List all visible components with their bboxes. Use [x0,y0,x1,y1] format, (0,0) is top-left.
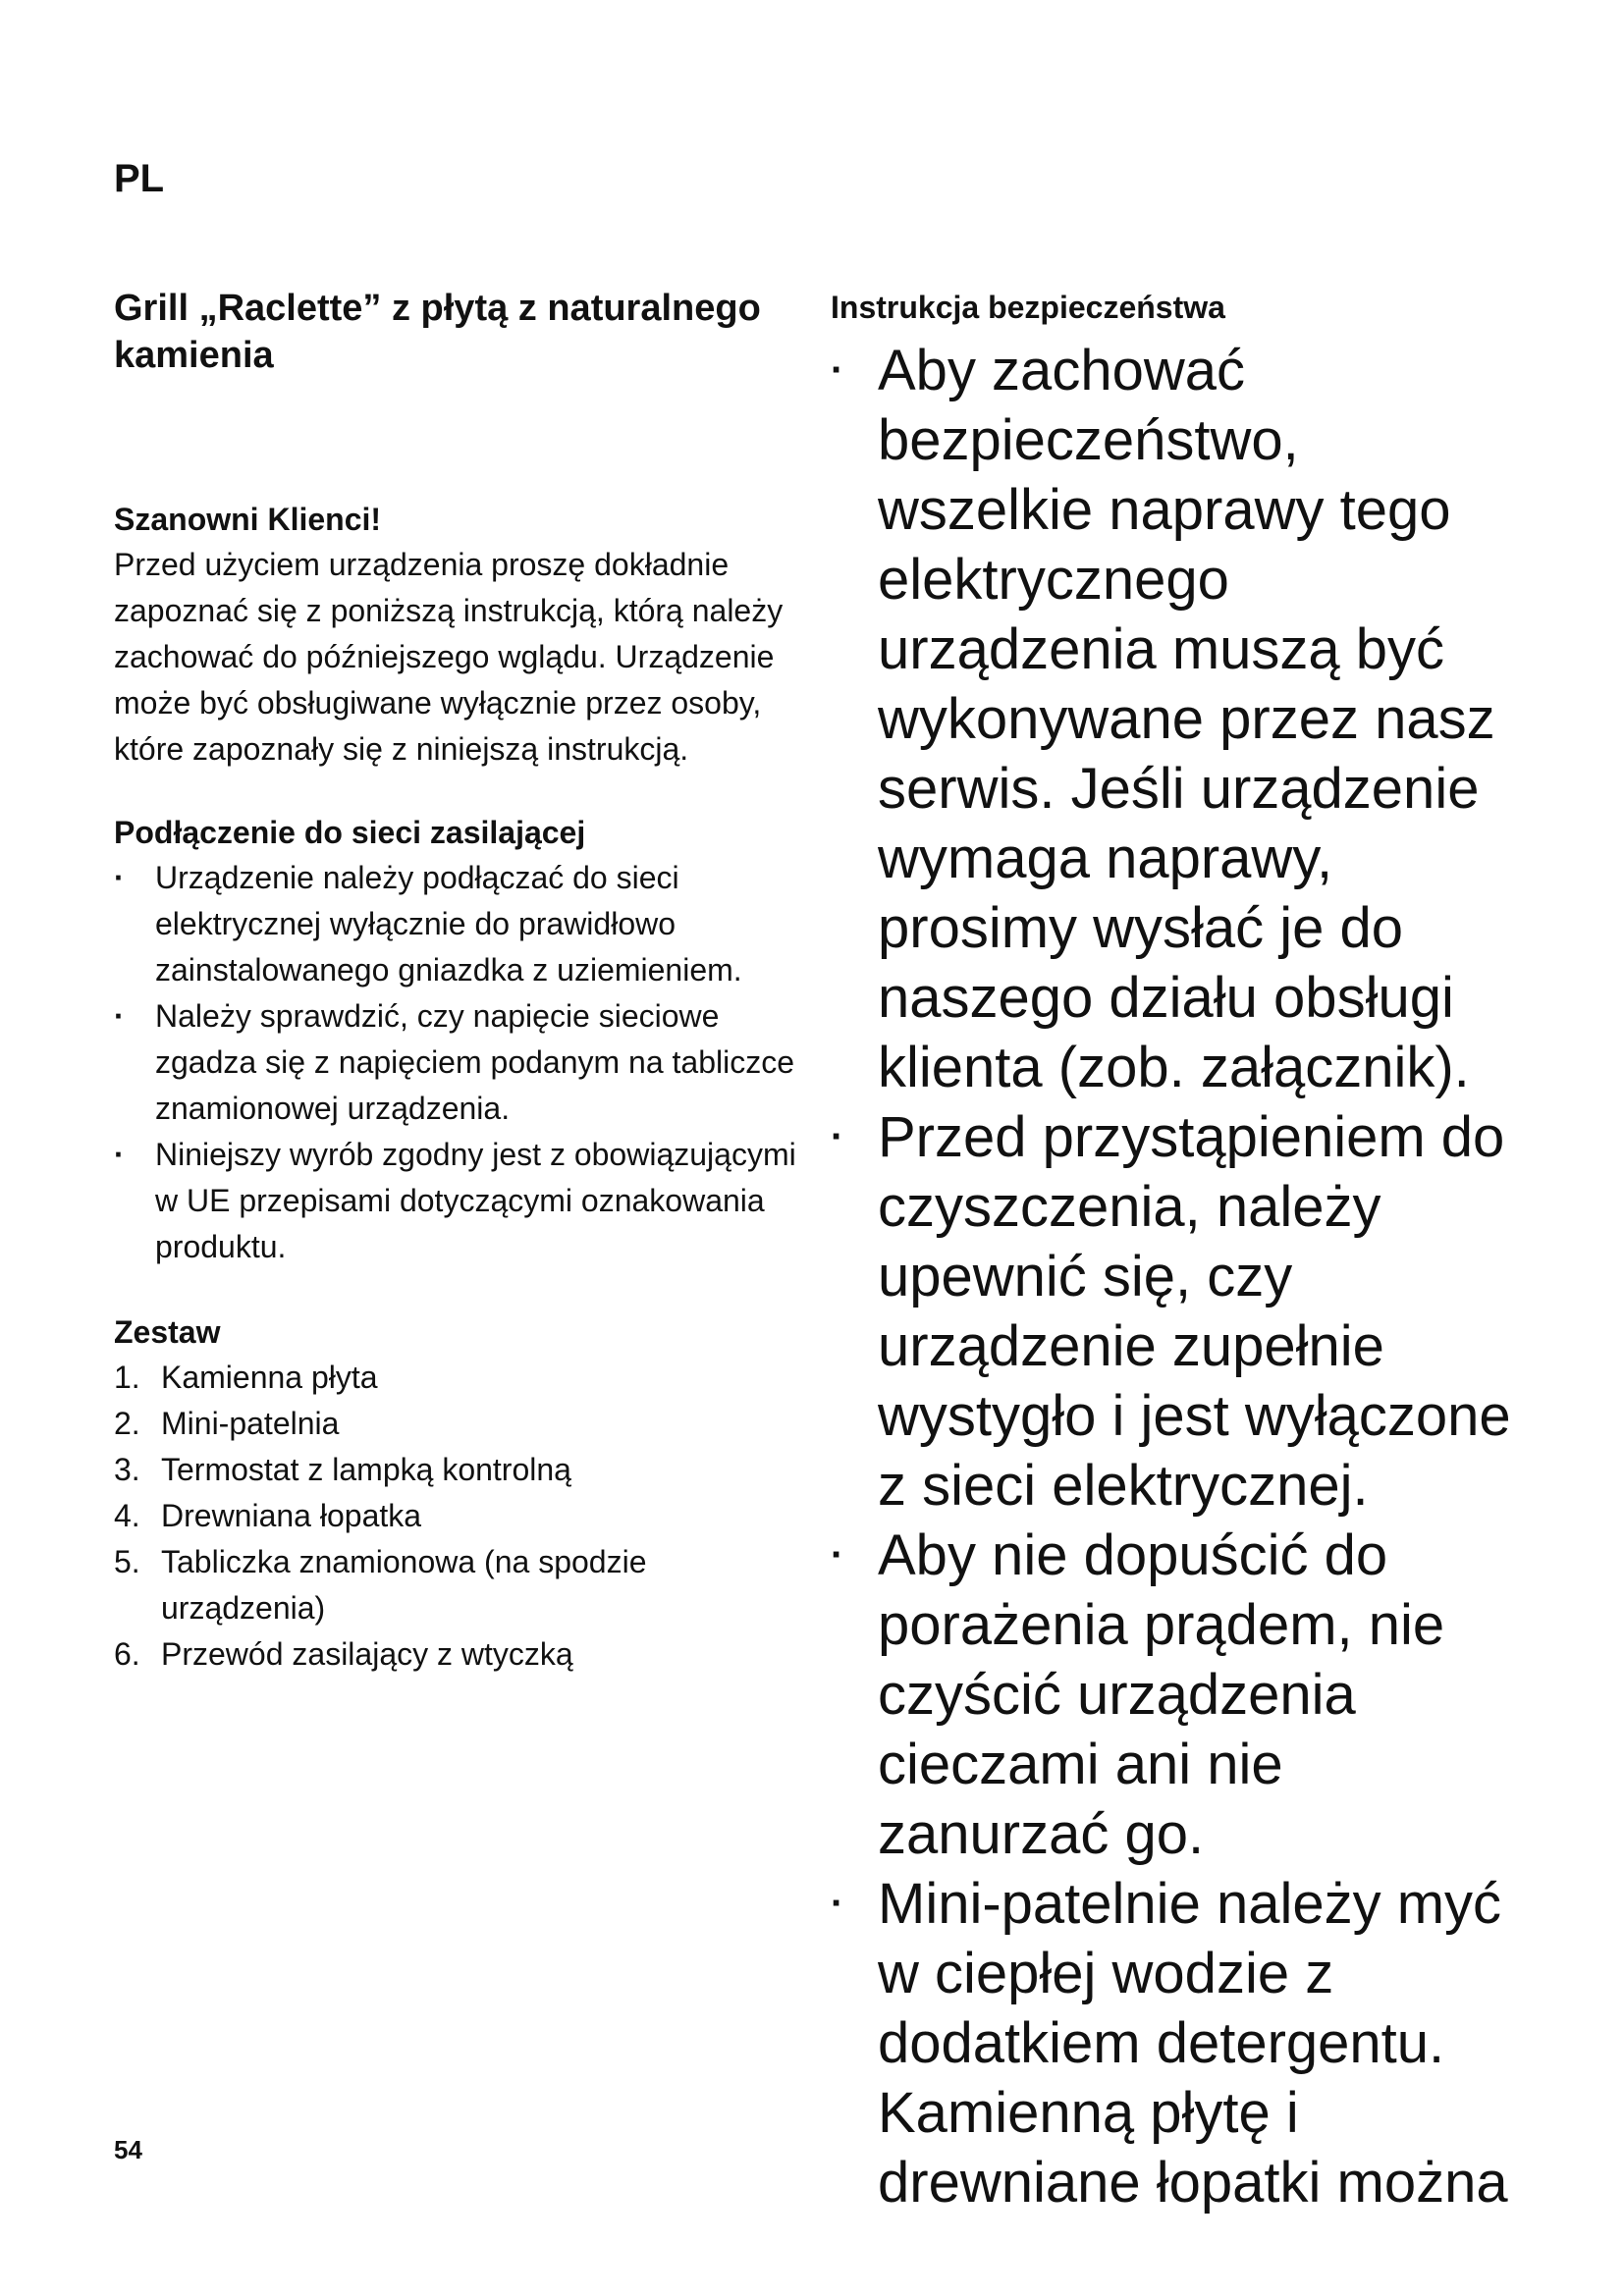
item-number: 3. [114,1452,140,1487]
right-column [831,285,1518,2217]
item-number: 4. [114,1498,140,1533]
item-text: Kamienna płyta [161,1360,378,1395]
safety-heading: Instrukcja bezpieczeństwa [831,290,1225,325]
safety-list [831,336,1518,2217]
item-text: Drewniana łopatka [161,1498,422,1533]
list-item: · Urządzenie należy podłączać do sieci elektrycznej wyłącznie do prawidłowo zainstalowanego gniazdka z uziemieniem. [114,855,801,993]
set-contents-list [114,1355,801,1678]
list-item: · Niniejszy wyrób zgodny jest z obowiązującymi w UE przepisami dotyczącymi oznakowania produktu. [114,1132,801,1270]
item-text: Termostat z lampką kontrolną [161,1452,571,1487]
list-item [114,1401,801,1447]
list-item: · Mini-patelnie należy myć w ciepłej wodzie z dodatkiem detergentu. Kamienną płytę i drewniane łopatki można [831,1869,1518,2217]
power-connection-heading: Podłączenie do sieci zasilającej [114,815,586,850]
set-heading: Zestaw [114,1314,221,1350]
item-number: 1. [114,1360,140,1395]
list-item [114,1493,801,1539]
list-item: · Aby zachować bezpieczeństwo, wszelkie naprawy tego elektrycznego urządzenia muszą być wykonywane przez nasz serwis. Jeśli urządzenie wymaga naprawy, prosimy wysłać je do naszego działu obsługi klienta (zob. załącznik). [831,336,1518,1102]
list-item [114,1539,801,1631]
item-number: 6. [114,1636,140,1672]
list-item [114,1631,801,1678]
item-text: Tabliczka znamionowa (na spodzie urządzenia) [161,1544,647,1626]
item-text: Mini-patelnia [161,1406,340,1441]
list-item [114,1355,801,1401]
page-number: 54 [114,2135,142,2164]
intro-paragraph: Przed użyciem urządzenia proszę dokładnie zapoznać się z poniższą instrukcją, którą należy zachować do późniejszego wglądu. Urządzenie może być obsługiwane wyłącznie przez osoby, które zapoznały się z niniejszą instrukcją. [114,547,784,767]
list-item: · Aby nie dopuścić do porażenia prądem, nie czyścić urządzenia cieczami ani nie zanurzać go. [831,1521,1518,1869]
item-text: Przewód zasilający z wtyczką [161,1636,573,1672]
item-number: 2. [114,1406,140,1441]
list-item [114,1447,801,1493]
document-title: Grill „Raclette” z płytą z naturalnego kamienia [114,288,761,376]
list-item: · Należy sprawdzić, czy napięcie sieciowe zgadza się z napięciem podanym na tabliczce znamionowej urządzenia. [114,993,801,1132]
list-item: · Przed przystąpieniem do czyszczenia, należy upewnić się, czy urządzenie zupełnie wystygło i jest wyłączone z sieci elektrycznej. [831,1102,1518,1521]
power-connection-list [114,855,801,1270]
left-column [114,285,801,1678]
greeting-heading: Szanowni Klienci! [114,502,382,537]
item-number: 5. [114,1544,140,1579]
language-code: PL [114,157,165,200]
